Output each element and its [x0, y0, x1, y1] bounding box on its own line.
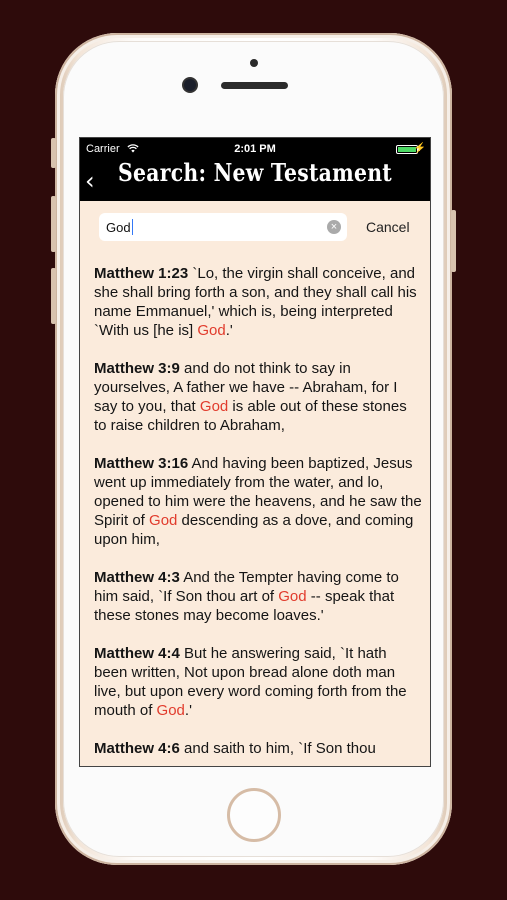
search-match: God	[197, 322, 226, 339]
verse-text: .'	[225, 322, 233, 339]
search-field[interactable]	[99, 213, 347, 241]
search-match: God	[156, 702, 185, 719]
verse-text: and saith to him, `If Son thou	[179, 740, 376, 757]
search-match: God	[278, 588, 307, 605]
search-input[interactable]	[106, 217, 316, 237]
status-bar	[80, 140, 430, 158]
chevron-left-icon[interactable]: ‹	[85, 167, 95, 195]
verse-text: And having been baptized, Jesus went up immediately from the water, and lo, opened to him were the heavens, and he saw the Spirit of	[94, 455, 422, 529]
verse-text: .'	[184, 702, 192, 719]
mute-switch	[51, 138, 56, 168]
list-item[interactable]	[94, 264, 422, 340]
verse-text: -- speak that these stones may become loaves.'	[94, 588, 395, 624]
results-list	[94, 264, 422, 767]
power-button	[451, 210, 456, 272]
search-match: God	[199, 398, 229, 415]
app-screen	[79, 137, 431, 767]
proximity-sensor	[250, 59, 258, 67]
volume-up-button	[51, 196, 56, 252]
search-bar	[80, 211, 430, 243]
navigation-bar	[80, 138, 430, 201]
home-button[interactable]	[227, 788, 281, 842]
verse-reference: Matthew 3:9	[94, 360, 180, 377]
verse-text: `Lo, the virgin shall conceive, and she shall bring forth a son, and they shall call his name Emmanuel,' which is, being interpreted `With us [he is]	[94, 265, 417, 339]
verse-text: And the Tempter having come to him said, `If Son thou art of	[94, 569, 399, 605]
list-item[interactable]	[94, 359, 422, 435]
list-item[interactable]	[94, 644, 422, 720]
search-match: God	[149, 512, 178, 529]
text-cursor	[132, 219, 133, 235]
verse-text: and do not think to say in yourselves, A father we have -- Abraham, for I say to you, that	[94, 360, 398, 415]
verse-text: But he answering said, `It hath been written, Not upon bread alone doth man live, but upon every word coming forth from the mouth of	[94, 645, 407, 719]
verse-reference: Matthew 4:4	[94, 645, 180, 662]
clear-circle-icon[interactable]: ×	[327, 220, 341, 234]
cancel-button[interactable]: Cancel	[366, 219, 410, 235]
carrier-label: Carrier	[86, 143, 120, 155]
list-item[interactable]	[94, 739, 422, 758]
list-item[interactable]	[94, 454, 422, 549]
page-title: Search: New Testament	[118, 158, 392, 187]
status-time: 2:01 PM	[234, 143, 276, 155]
verse-reference: Matthew 4:3	[94, 569, 180, 586]
verse-reference: Matthew 4:6	[94, 740, 180, 757]
front-camera	[184, 79, 196, 91]
verse-reference: Matthew 3:16	[94, 455, 189, 472]
earpiece-speaker	[221, 82, 288, 89]
verse-text: descending as a dove, and coming upon him,	[94, 512, 414, 548]
charging-icon: ⚡	[413, 143, 426, 154]
list-item[interactable]	[94, 568, 422, 625]
verse-reference: Matthew 1:23	[94, 265, 189, 282]
volume-down-button	[51, 268, 56, 324]
verse-text: is able out of these stones to raise children to Abraham,	[94, 398, 407, 434]
